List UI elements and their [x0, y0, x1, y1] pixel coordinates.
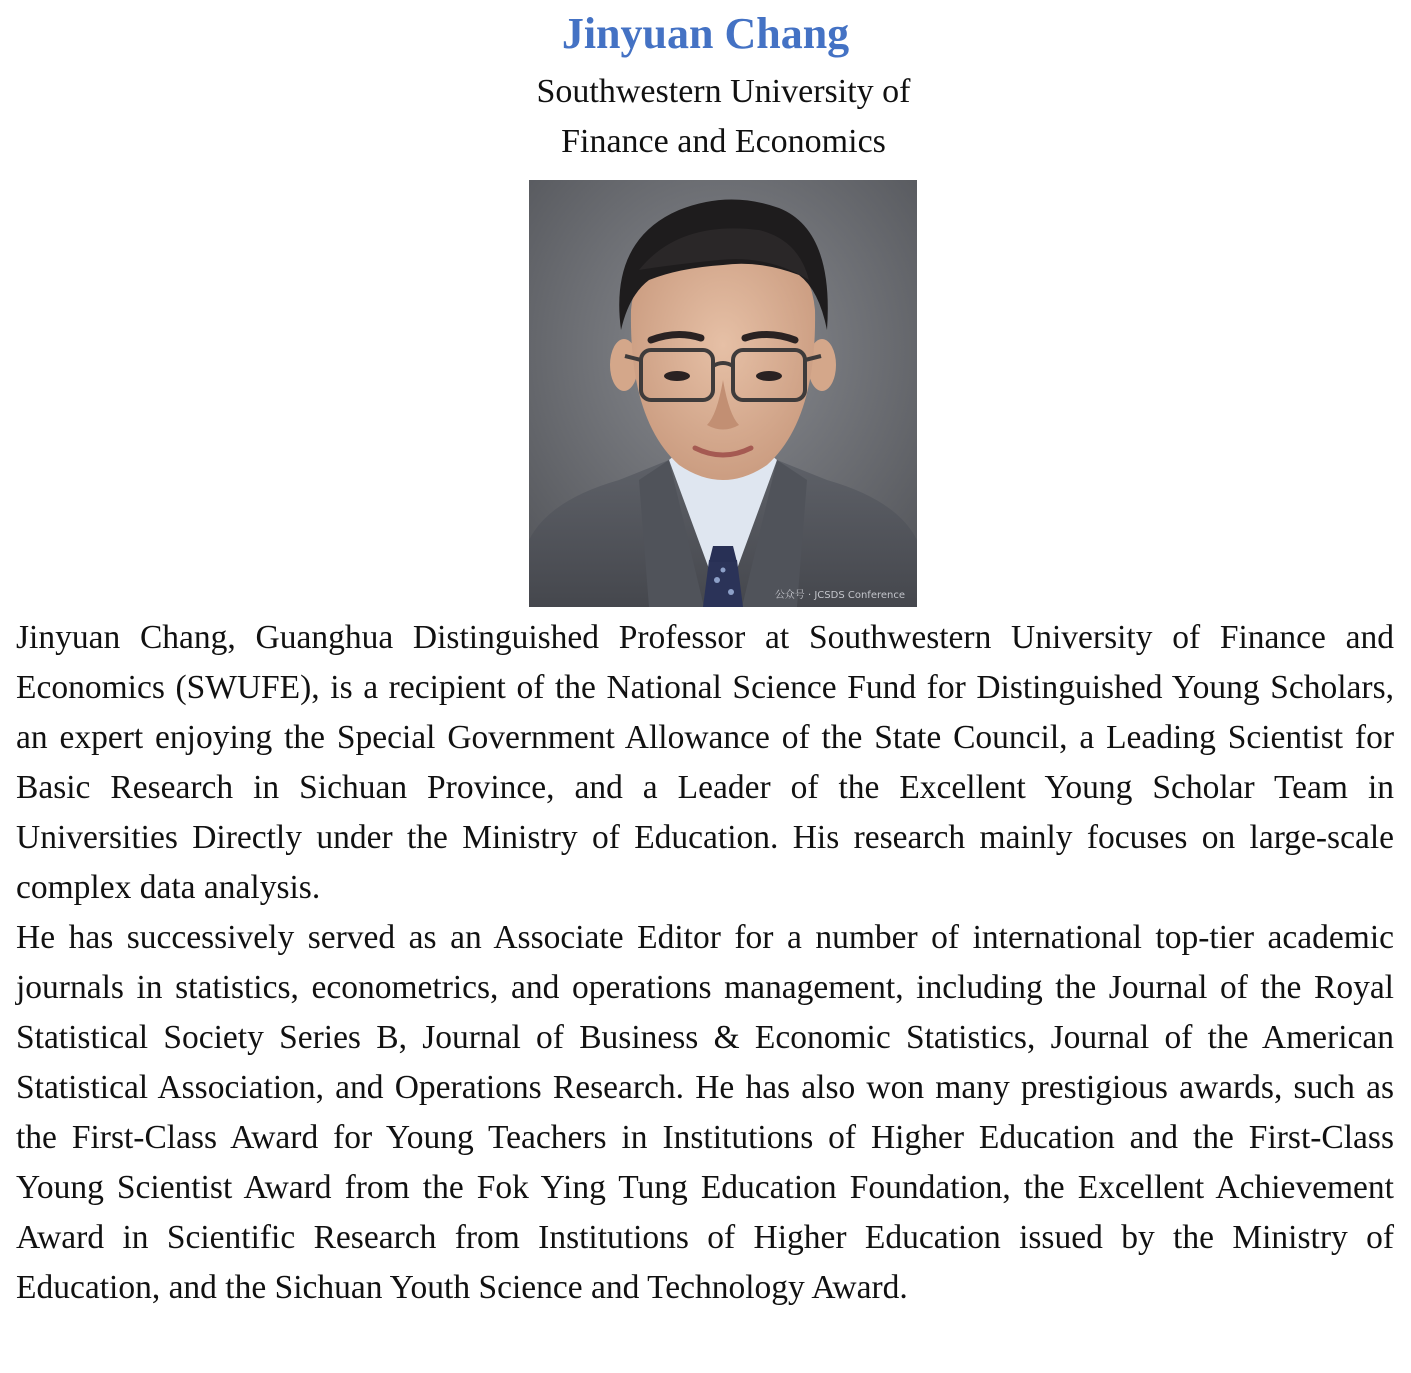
- photo-watermark: 公众号 · JCSDS Conference: [774, 590, 905, 601]
- profile-name: Jinyuan Chang: [561, 9, 850, 58]
- portrait-photo: [529, 180, 917, 607]
- affiliation-line-2: Finance and Economics: [561, 123, 886, 160]
- bio-paragraph-1: Jinyuan Chang, Guanghua Distinguished Professor at Southwestern University of Finance and Economics (SWUFE), is a recipient of the National Science Fund for Distinguished Young Scholars, an expert enjoying the Special Government Allowance of the State Council, a Leading Scientist for Basic Research in Sichuan Province, and a Leader of the Excellent Young Scholar Team in Universities Directly under the Ministry of Education. His research mainly focuses on large-scale complex data analysis.: [16, 619, 1394, 906]
- bio-paragraph-2: He has successively served as an Associate Editor for a number of international top-tier academic journals in statistics, econometrics, and operations management, including the Journal of the Royal Statistical Society Series B, Journal of Business & Economic Statistics, Journal of the American Statistical Association, and Operations Research. He has also won many prestigious awards, such as the First-Class Award for Young Teachers in Institutions of Higher Education and the First-Class Young Scientist Award from the Fok Ying Tung Education Foundation, the Excellent Achievement Award in Scientific Research from Institutions of Higher Education issued by the Ministry of Education, and the Sichuan Youth Science and Technology Award.: [16, 919, 1394, 1306]
- affiliation-line-1: Southwestern University of: [536, 73, 911, 110]
- biography: [16, 613, 1394, 1313]
